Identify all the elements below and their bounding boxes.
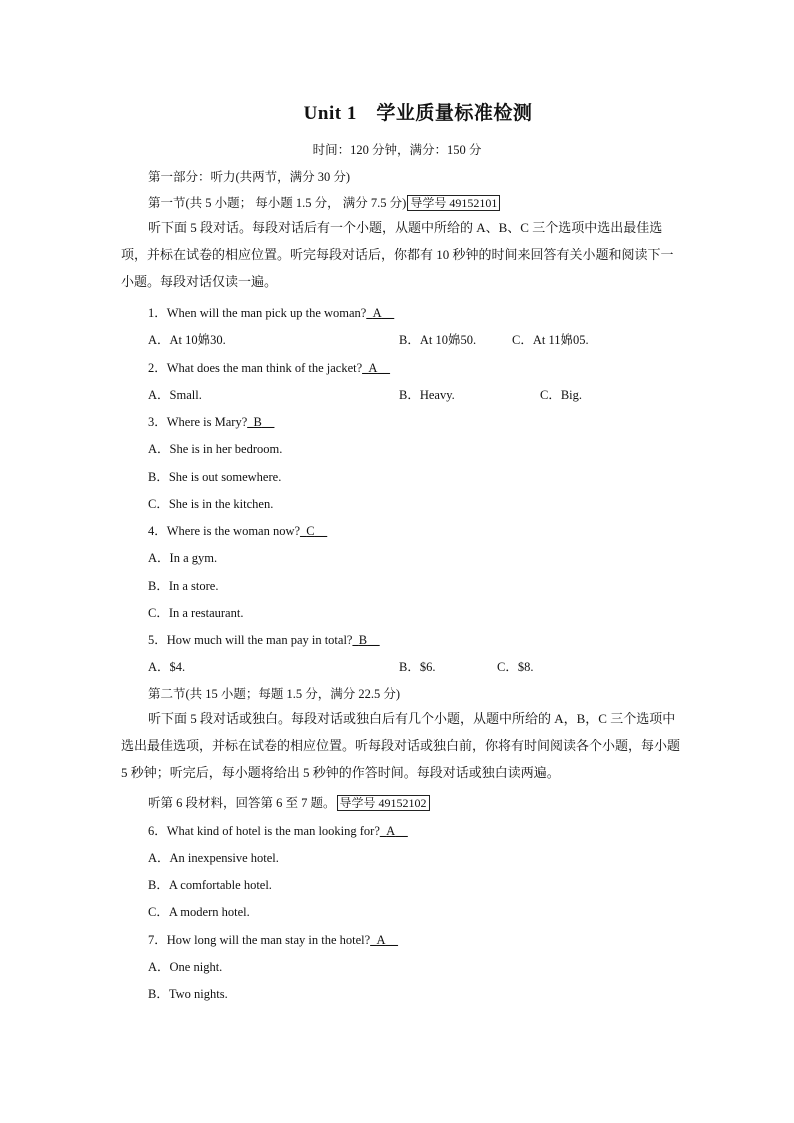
- question-4-option-a: A．In a gym.: [148, 551, 218, 565]
- material-6-note-text: 听第 6 段材料，回答第 6 至 7 题。: [148, 796, 336, 810]
- question-6: [148, 821, 408, 839]
- question-2-option-b: B．Heavy.: [399, 388, 455, 402]
- question-2-option-a: A．Small.: [148, 388, 202, 402]
- question-4-text: 4．Where is the woman now?: [148, 524, 301, 538]
- question-6-option-b: B．A comfortable hotel.: [148, 878, 272, 892]
- question-6-option-a: A．An inexpensive hotel.: [148, 851, 279, 865]
- question-6-text: 6．What kind of hotel is the man looking for?: [148, 824, 380, 838]
- question-7-option-a: A．One night.: [148, 960, 223, 974]
- reference-number-1: 导学号 49152101: [407, 195, 500, 211]
- question-5: [148, 630, 380, 648]
- question-7-option-b: B．Two nights.: [148, 987, 228, 1001]
- question-1-option-a: A．At 10婂30.: [148, 333, 226, 347]
- question-4-option-c: C．In a restaurant.: [148, 606, 244, 620]
- question-2-option-c: C．Big.: [540, 388, 583, 402]
- question-3-answer: _B__: [247, 415, 275, 429]
- question-2-text: 2．What does the man think of the jacket?: [148, 361, 363, 375]
- question-5-answer: _B__: [352, 633, 380, 647]
- question-2: [148, 358, 390, 376]
- question-5-text: 5．How much will the man pay in total?: [148, 633, 353, 647]
- question-4-option-b: B．In a store.: [148, 579, 219, 593]
- question-3-option-b: B．She is out somewhere.: [148, 470, 282, 484]
- page-title: Unit 1 学业质量标准检测: [303, 103, 533, 124]
- question-2-answer: _A__: [362, 361, 390, 375]
- question-1-option-c: C．At 11婂05.: [512, 333, 589, 347]
- question-1-text: 1．When will the man pick up the woman?: [148, 306, 367, 320]
- question-6-answer: _A__: [379, 824, 408, 838]
- section2-instructions-text: 听下面 5 段对话或独白。每段对话或独白后有几个小题，从题中所给的 A，B，C 三个选项中选出最佳选项，并标在试卷的相应位置。听每段对话或独白前，你将有时间阅读各个小题，每小题 5 秒钟；听完后，每小题将给出 5 秒钟的作答时间。每段对话或独白读两遍。: [121, 711, 681, 780]
- question-4-answer: _C__: [300, 524, 328, 538]
- section1-instructions-text: 听下面 5 段对话。每段对话后有一个小题，从题中所给的 A、B、C 三个选项中选出最佳选项，并标在试卷的相应位置。听完每段对话后，你都有 10 秒钟的时间来回答有关小题和阅读下一小题。每段对话仅读一遍。: [121, 220, 674, 289]
- question-5-option-a: A．$4.: [148, 660, 186, 674]
- question-7-answer: _A__: [370, 933, 398, 947]
- question-1-answer: _A__: [366, 306, 395, 320]
- part1-heading: 第一部分：听力(共两节，满分 30 分): [148, 170, 351, 184]
- section1-heading-text: 第一节(共 5 小题； 每小题 1.5 分， 满分 7.5 分): [148, 196, 407, 210]
- question-4: [148, 521, 327, 539]
- material-6-note: [148, 793, 430, 811]
- question-6-option-c: C．A modern hotel.: [148, 905, 250, 919]
- section1-heading: [148, 193, 500, 211]
- section2-heading: 第二节(共 15 小题；每题 1.5 分，满分 22.5 分): [148, 687, 401, 701]
- question-3-text: 3．Where is Mary?: [148, 415, 248, 429]
- section1-instructions: [121, 214, 681, 295]
- time-score-info: 时间：120 分钟，满分：150 分: [312, 143, 482, 157]
- question-5-option-b: B．$6.: [399, 660, 436, 674]
- section2-instructions: [121, 705, 681, 786]
- question-5-option-c: C．$8.: [497, 660, 534, 674]
- question-7-text: 7．How long will the man stay in the hotel?: [148, 933, 371, 947]
- reference-number-2: 导学号 49152102: [337, 795, 430, 811]
- question-1: [148, 303, 394, 321]
- question-3: [148, 412, 274, 430]
- question-1-option-b: B．At 10婂50.: [399, 333, 477, 347]
- question-3-option-c: C．She is in the kitchen.: [148, 497, 274, 511]
- question-7: [148, 930, 398, 948]
- question-3-option-a: A．She is in her bedroom.: [148, 442, 283, 456]
